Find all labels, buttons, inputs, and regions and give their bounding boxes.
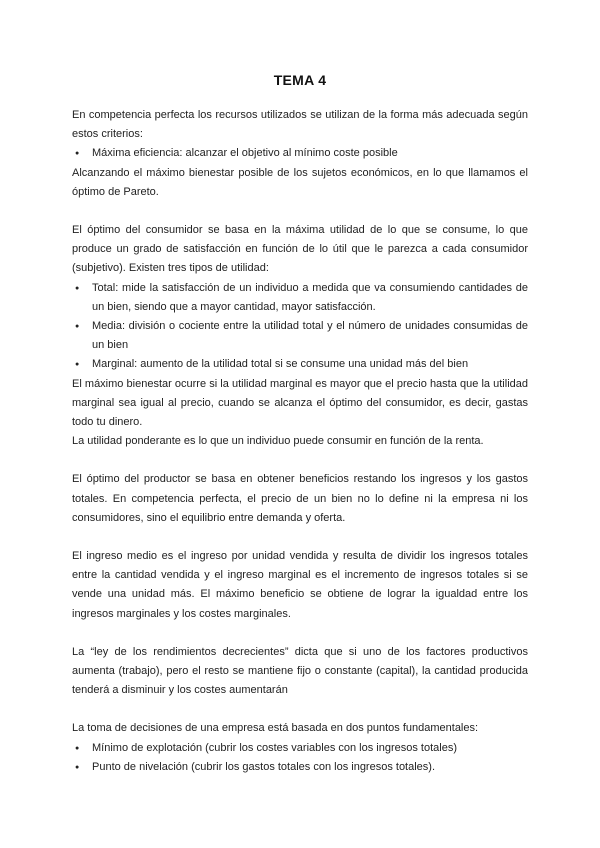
utility-list bbox=[72, 279, 528, 375]
intro-list bbox=[72, 144, 528, 163]
document-body bbox=[72, 106, 528, 777]
producer-paragraph: El óptimo del productor se basa en obtener beneficios restando los ingresos y los gastos totales. En competencia perfecta, el precio de un bien no lo define ni la empresa ni los consumidores, sino el equilibrio entre demanda y oferta. bbox=[72, 473, 528, 524]
pareto-paragraph: Alcanzando el máximo bienestar posible de los sujetos económicos, en lo que llamamos el óptimo de Pareto. bbox=[72, 166, 528, 198]
list-item: ● Marginal: aumento de la utilidad total si se consume una unidad más del bien bbox=[72, 355, 528, 374]
welfare-paragraph: El máximo bienestar ocurre si la utilidad marginal es mayor que el precio hasta que la utilidad marginal sea igual al precio, cuando se alcanza el óptimo del consumidor, es decir, gastas todo tu dinero. bbox=[72, 377, 528, 429]
intro-paragraph: En competencia perfecta los recursos utilizados se utilizan de la forma más adecuada según estos criterios: bbox=[72, 109, 528, 141]
list-item: ● Punto de nivelación (cubrir los gastos totales con los ingresos totales). bbox=[72, 758, 528, 777]
decisions-paragraph: La toma de decisiones de una empresa está basada en dos puntos fundamentales: bbox=[72, 722, 479, 735]
weighted-utility-paragraph: La utilidad ponderante es lo que un individuo puede consumir en función de la renta. bbox=[72, 435, 484, 448]
list-item: ● Total: mide la satisfacción de un individuo a medida que va consumiendo cantidades de un bien, siendo que a mayor cantidad, mayor satisfacción. bbox=[72, 279, 528, 317]
list-item: ● Máxima eficiencia: alcanzar el objetivo al mínimo coste posible bbox=[72, 144, 528, 163]
diminishing-returns-paragraph: La “ley de los rendimientos decrecientes” dicta que si uno de los factores productivos aumenta (trabajo), pero el resto se mantiene fijo o constante (capital), la cantidad producida tenderá a disminuir y los costes aumentarán bbox=[72, 645, 528, 697]
income-paragraph: El ingreso medio es el ingreso por unidad vendida y resulta de dividir los ingresos totales entre la cantidad vendida y el ingreso marginal es el incremento de ingresos totales si se vende una unidad más. El máximo beneficio se obtiene de lograr la igualdad entre los ingresos marginales y los costes marginales. bbox=[72, 550, 528, 620]
decisions-list bbox=[72, 739, 528, 777]
page-title: TEMA 4 bbox=[273, 72, 327, 88]
list-item: ● Mínimo de explotación (cubrir los costes variables con los ingresos totales) bbox=[72, 739, 528, 758]
consumer-paragraph: El óptimo del consumidor se basa en la máxima utilidad de lo que se consume, lo que produce un grado de satisfacción en función de lo útil que le parezca a cada consumidor (subjetivo). Existen tres tipos de utilidad: bbox=[72, 224, 528, 275]
list-item: ● Media: división o cociente entre la utilidad total y el número de unidades consumidas de un bien bbox=[72, 317, 528, 355]
